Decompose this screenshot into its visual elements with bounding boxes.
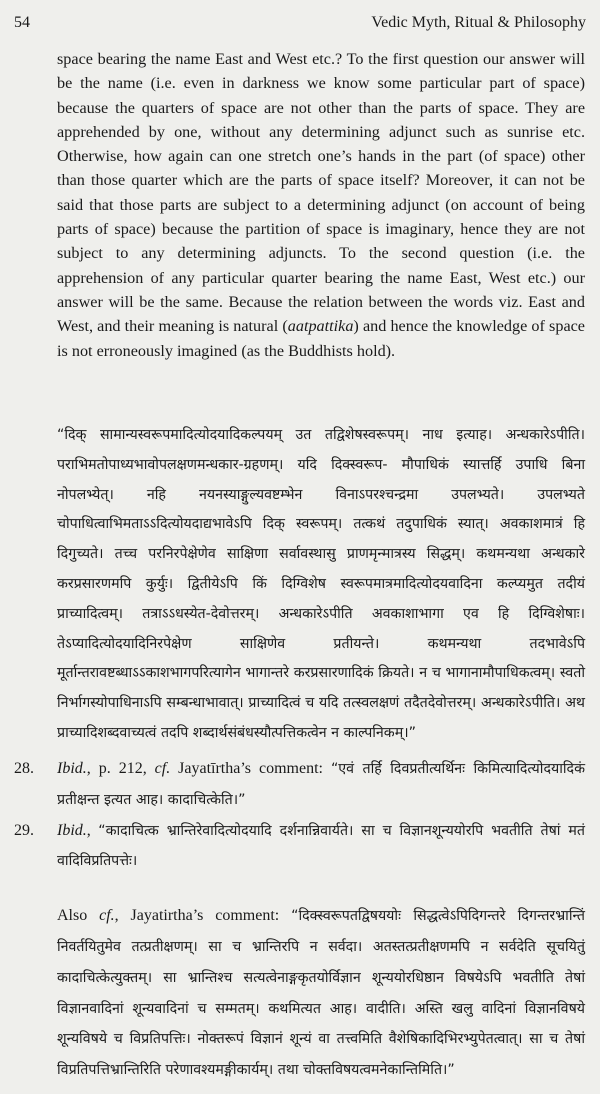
running-title: Vedic Myth, Ritual & Philosophy: [371, 14, 586, 31]
ibid: Ibid.: [57, 760, 87, 777]
page-header: [14, 14, 586, 38]
sanskrit-block-quote: “दिक् सामान्यस्वरूपमादित्योदयादिकल्पयम् उत तद्विशेषस्वरूपम्। नाध इत्याह। अन्धकारेऽपीति। पराभिमतोपाध्यभावोपलक्षणमन्धकार-ग्रहणम्। यदि दिक्स्वरूप- मौपाधिकं स्यात्तर्हि उपाधि बिना नोपलभ्येत्। नहि नयनस्याङ्गुल्यवष्टम्भेन विनाऽपरश्चन्द्रमा उपलभ्यते। उपलभ्यते चोपाधित्वाभिमताऽऽदित्योयदाद्यभावेऽपि दिक् स्वरूपम्। तत्कथं तदुपाधिकं स्यात्। अवकाशमात्रं हि दिगुच्यते। तच्च परनिरपेक्षेणेव साक्षिणा सर्वावस्थासु प्राणमृन्मात्रस्य सिद्धम्। कथमन्यथा अन्धकारे करप्रसारणमपि कुर्युः। द्वितीयेऽपि किं दिग्विशेष स्वरूपमात्रमादित्योदयवादिना कल्प्यमुत तदीयं प्राच्यादित्वम्। तत्राऽऽधस्येत-देवोत्तरम्। अन्धकारेऽपीति अवकाशाभागा एव हि दिग्विशेषाः। तेऽप्यादित्योदयादिनिरपेक्षेण साक्षिणेव प्रतीयन्ते। कथमन्यथा तदभावेऽपि मूर्तान्तरावष्टब्धाऽऽकाशभागपरित्यागेन भागान्तरे करप्रसारणादिकं क्रियते। न च भागानामौपाधिकत्वम्। स्वतो निर्भागस्योपाधिनाऽपि सम्बन्धाभावात्। प्राच्यादित्वं च यदि तत्स्वलक्षणं तदैतदेवोत्तरम्। अन्धकारेऽपीति। अथ प्राच्यादिशब्दवाच्यत्वं तदपि शब्दार्थसंबंधस्यौत्पत्तिकत्वेन न काल्पनिकम्।”: [57, 427, 585, 741]
also-text: , Jayatirtha’s comment:: [114, 907, 292, 925]
paragraph-italic-term: aatpattika: [287, 317, 354, 336]
cf: cf.: [154, 760, 171, 777]
body-paragraph: [57, 47, 585, 363]
footnote-text: ,: [86, 821, 99, 839]
footnote-body: [57, 816, 585, 878]
paragraph-text: space bearing the name East and West etc.? To the first question our answer will be the name (i.e. even in darkness we know some particular part of space) because the quarters of space are not other than the parts of space. They are apprehended by one, without any determining adjunct such as sunrise etc. Otherwise, how again can one stretch one’s hands in the part (of space) other than those quarter which are the parts of space itself? Moreover, it can not be said that those parts are subject to a determining adjunct (on account of being parts of space) because the partition of space is imaginary, hence they are not subject to any determining adjuncts. To the second question (i.e. the apprehension of any particular quarter bearing the name East, West etc.) our answer will be the same. Because the relation between the words viz. East and West, and their meaning is natural (: [57, 50, 585, 336]
footnote-body: [57, 754, 585, 816]
also-prefix: Also: [57, 907, 100, 925]
footnote-number: 29.: [14, 821, 34, 839]
footnote-text: Jayatīrtha’s comment:: [170, 760, 331, 777]
footnote-29: [14, 816, 585, 878]
footnote-text: , p. 212,: [86, 760, 155, 777]
paragraph: [57, 47, 585, 363]
footnotes: [14, 754, 585, 1086]
cf: cf.: [99, 907, 115, 925]
footnote-sanskrit: “एवं तर्हि दिवप्रतीत्यर्थिनः किमित्यादित्योदयादिकं प्रतीक्षन्त इत्यत आह। कादाचित्केति।”: [57, 761, 585, 808]
footnote-28: [14, 754, 585, 816]
footnote-number: 28.: [14, 760, 34, 777]
footnote-sanskrit: “कादाचित्क भ्रान्तिरेवादित्योदयादि दर्शनान्निवार्यते। सा च विज्ञानशून्ययोरपि भवतीति तेषां मतं वादिविप्रतिपत्तेः।: [57, 822, 585, 870]
ibid: Ibid.: [57, 821, 87, 839]
also-cf-note: [14, 901, 585, 1086]
paragraph-text-end: ) and hence the knowledge of space is not erroneously imagined (as the Buddhists hold).: [57, 317, 585, 360]
page-number: 54: [14, 14, 30, 31]
also-sanskrit: “दिक्स्वरूपतद्विषययोः सिद्धत्वेऽपिदिगन्तरे दिगन्तरभ्रान्तिं निवर्तयितुमेव तत्प्रतीक्षणम्। सा च भ्रान्तिरपि न सर्वदा। अतस्तत्प्रतीक्षणमपि न सर्वदेति सूचयितुं कादाचित्केत्युक्तम्। सा भ्रान्तिश्च सत्यत्वेनाङ्गकृतयोर्विज्ञान शून्ययोरधिष्ठान विषयेऽपि भवतीति तेषां विज्ञानवादिनां शून्यवादिनां च सम्मतम्। कथमित्यत आह। वादीति। अस्ति खलु वादिनां विज्ञानविषये शून्यविषये च विप्रतिपत्तिः। नोक्तरूपं विज्ञानं शून्यं वा तत्त्वमिति वैशेषिकादिभिरभ्युपेतत्वात्। सा च तेषां विप्रतिपत्तिभ्रान्तिरिति परेणावश्यमङ्गीकार्यम्। तथा चोक्तविषयत्वमनेकान्तिमिति।”: [57, 908, 585, 1079]
